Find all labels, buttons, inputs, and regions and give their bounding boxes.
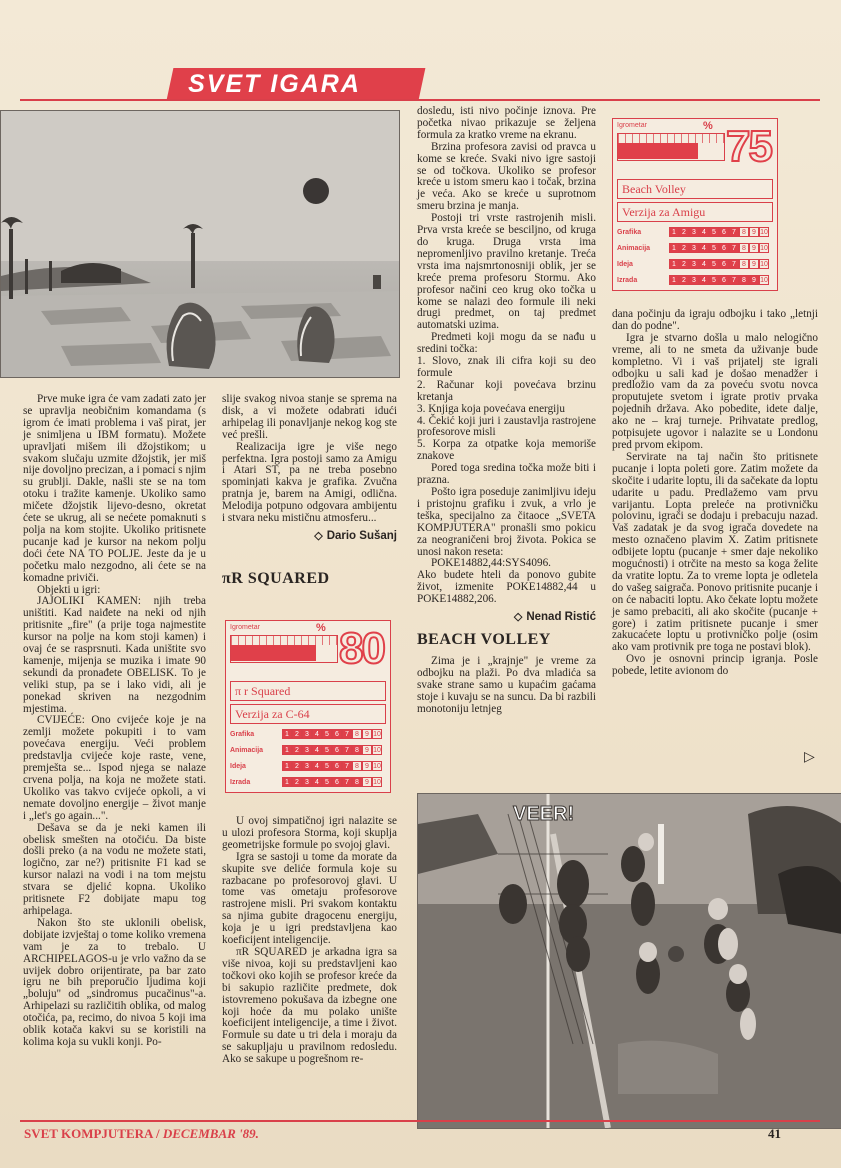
rating-cell: 10 — [373, 779, 381, 786]
rating-cell: 2 — [292, 729, 302, 739]
article-heading-beach-volley: BEACH VOLLEY — [417, 630, 551, 648]
rating-cell: 3 — [689, 243, 699, 253]
diamond-icon: ◇ — [314, 529, 323, 542]
paragraph: Prve muke igra će vam zadati zato jer se upravlja neobičnim komandama (s igrom će imati problema i vaš pirat, jer je snimljena u IBM formatu). Možete upravljati mišem ili džojstikom; u svakom slučaju uzmite džojstik, jer miš nije dovoljno precizan, a i pomaci s njim su grublji. Dakle, našli ste se na tom otoku i tražite kamenje. Ukoliko samo mičete džojstik lijevo-desno, okretat ćete se ukrug, ali se nećete pomaknuti s polja na kom stojite. Ukoliko pritisnete pucanje kad je kursor na nekom polju doći ćete NA TO POLJE. Jeste da je u početku malo nezgodno, ali ćete se na komadne priviči. — [23, 393, 206, 584]
paragraph: Igra se sastoji u tome da morate da skupite sve deliće formula koje su razbacane po profesorovoj glavi. U tome vas ometaju profesorove rastrojene misli. Pri svakom kontaktu sa njima gubite dragocenu energiju, koja je u igri predstavljena kao koeficijent inteligencije. — [222, 850, 397, 947]
rating-cell: 5 — [709, 275, 719, 285]
page-number: 41 — [768, 1126, 781, 1141]
version-field: Verzija za C-64 — [230, 704, 386, 724]
rating-cell: 9 — [362, 729, 372, 739]
paragraph: dana počinju da igraju odbojku i tako „letnji dan do podne". — [612, 308, 818, 332]
rating-cell: 6 — [332, 777, 342, 787]
rating-row — [230, 776, 386, 788]
rating-cell: 9 — [362, 777, 372, 787]
meter-label: Igrometar — [230, 624, 260, 631]
rating-cell: 4 — [699, 259, 709, 269]
game-title-field: Beach Volley — [617, 179, 773, 199]
rating-cell: 1 — [669, 275, 679, 285]
rating-cell: 7 — [729, 227, 739, 237]
rating-row — [230, 744, 386, 756]
rating-cell: 5 — [709, 227, 719, 237]
author-byline — [417, 612, 596, 624]
rating-cell: 2 — [292, 761, 302, 771]
rating-cell: 8 — [352, 777, 362, 787]
rating-cell: 8 — [352, 745, 362, 755]
archipelagos-scene — [1, 111, 399, 377]
rating-cell: 2 — [292, 745, 302, 755]
paragraph: Ovo je osnovni princip igranja. Posle pobede, letite avionom do — [612, 653, 818, 678]
rating-cell: 9 — [749, 259, 759, 269]
rating-row — [617, 242, 773, 254]
list-item: 4. Čekić koji juri i zaustavlja rastrojene profesorove misli — [417, 414, 596, 439]
rating-cell: 1 — [669, 243, 679, 253]
rating-cell: 4 — [699, 243, 709, 253]
rating-row-label: Izrada — [617, 276, 638, 284]
paragraph: Ako budete hteli da ponovo gubite život, izmenite POKE14882,44 u POKE14882,206. — [417, 569, 596, 606]
paragraph: Postoji tri vrste rastrojenih misli. Prva vrsta kreće se besciljno, od kruga do kruga. Druga vrsta ima nepromenljivo pravilno kretanje. Treća vrsta ima najsmrtonosniji oblik, jer se kreće prema profesoru Stormu. Ako profesor načini ceo krug oko točka u kome se nalazi deo formule ili neki drugi predmet, on taj predmet automatski uzima. — [417, 212, 596, 332]
rating-cell: 2 — [679, 227, 689, 237]
rating-rows — [617, 226, 773, 286]
rating-cell: 1 — [282, 745, 292, 755]
rating-cell: 7 — [342, 729, 352, 739]
rating-cell: 1 — [282, 761, 292, 771]
score-meter-fill — [231, 645, 316, 661]
rating-cell: 7 — [342, 745, 352, 755]
beach-volley-scene — [418, 794, 841, 1128]
rating-cell: 10 — [760, 277, 768, 284]
paragraph: Brzina profesora zavisi od pravca u kome se kreće. Svaki nivo igre sastoji se od točkova. Ukoliko se profesor kreće u istom smeru kao i točak, brzina je veća. Ako se kreće u suprotnom smeru brzina je manja. — [417, 140, 596, 213]
rating-cell: 10 — [373, 763, 381, 770]
rating-cell: 10 — [373, 731, 381, 738]
paragraph: Pošto igra poseduje zanimljivu ideju i pristojnu grafiku i zvuk, a vrlo je teška, specijalno za čitaoce „SVETA KOMPJUTERA" pronašli smo pokicu za neograničeni broj života. Pokica se unosi nakon reseta: — [417, 486, 596, 558]
paragraph: Realizacija igre je više nego perfektna. Igra postoji samo za Amigu i Atari ST, pa ne treba posebno spominjati kakva je grafika. Zvučna pratnja je, barem na Amigi, odlična. Melodija potpuno odgovara ambijentu i stvara neku mističnu atmosferu... — [222, 440, 397, 525]
rating-cell: 9 — [749, 243, 759, 253]
list-item: 3. Knjiga koja povećava energiju — [417, 402, 565, 415]
rating-cell: 9 — [362, 745, 372, 755]
score-meter — [617, 133, 725, 161]
rating-cell: 5 — [322, 729, 332, 739]
rating-cell: 5 — [322, 777, 332, 787]
meter-label: Igrometar — [617, 122, 647, 129]
rating-cell: 3 — [302, 761, 312, 771]
game-title-field: π r Squared — [230, 681, 386, 701]
diamond-icon: ◇ — [513, 611, 523, 624]
section-title: SVET IGARA — [188, 70, 361, 98]
article-heading-pr-squared: πR SQUARED — [222, 570, 330, 587]
column-1 — [23, 394, 206, 1049]
rating-cell: 3 — [689, 275, 699, 285]
rating-cell: 6 — [719, 275, 729, 285]
rating-cell: 7 — [342, 761, 352, 771]
rating-cell: 7 — [729, 259, 739, 269]
rating-cell: 7 — [729, 243, 739, 253]
rating-cell: 5 — [709, 259, 719, 269]
list-item: 2. Računar koji povećava brzinu kretanja — [417, 378, 596, 403]
rating-cell: 1 — [282, 777, 292, 787]
rating-cell: 8 — [739, 243, 749, 253]
column-2-bottom — [222, 816, 397, 1066]
rating-cell: 2 — [679, 275, 689, 285]
archipelagos-screenshot — [0, 110, 400, 378]
paragraph: Zima je i „krajnje" je vreme za odbojku na plaži. Po dva mladića sa svake strane samo u kupaćim gaćama stoje i kuvaju se na suncu. Da bi razbili monotoniju letnjeg — [417, 654, 596, 715]
column-3 — [417, 106, 596, 715]
rating-cell: 9 — [362, 761, 372, 771]
section-banner — [167, 68, 426, 100]
rating-cell: 5 — [322, 761, 332, 771]
rating-row-label: Grafika — [230, 730, 255, 738]
rating-cell: 7 — [729, 275, 739, 285]
rating-row — [617, 274, 773, 286]
rating-cell: 3 — [689, 227, 699, 237]
rating-cell: 6 — [719, 243, 729, 253]
rating-cell: 3 — [689, 259, 699, 269]
rating-cell: 7 — [342, 777, 352, 787]
paragraph: slije svakog nivoa stanje se sprema na disk, a vi možete odabrati idući arhipelag ili ponavljanje nekog kog ste već prešli. — [222, 393, 397, 441]
rating-cell: 4 — [312, 777, 322, 787]
author-name: Dario Sušanj — [326, 529, 397, 542]
rating-row-label: Animacija — [230, 746, 264, 754]
rating-cell: 9 — [749, 275, 759, 285]
rating-cell: 5 — [709, 243, 719, 253]
rating-cell: 8 — [739, 259, 749, 269]
paragraph: Predmeti koji mogu da se nađu u sredini točka: — [417, 331, 596, 356]
paragraph: U ovoj simpatičnoj igri nalazite se u ulozi profesora Storma, koji skuplja geometrijske formule po svojoj glavi. — [222, 815, 397, 851]
rating-row — [230, 728, 386, 740]
rating-cell: 4 — [699, 227, 709, 237]
rating-row-label: Ideja — [230, 762, 246, 770]
rating-row — [617, 226, 773, 238]
paragraph: JAJOLIKI KAMEN: njih treba uništiti. Kad naiđete na neki od njih pritisnite „fire" (a prije toga najmestite kursor na polje na kom stoji kamen) i ovaj će se rasprsnuti. Kada uništite svo kamenje, mijenja se muzika i imate 90 sekundi da pronađete OBELISK. To je veliki stup, pa se i lako vidi, ali je ponekad skriven na nezgodnim mjestima. — [23, 595, 206, 715]
rating-cell: 6 — [719, 227, 729, 237]
list-item: 1. Slovo, znak ili cifra koji su deo formule — [417, 355, 596, 379]
percent-sign: % — [316, 622, 326, 634]
rating-cell: 4 — [312, 745, 322, 755]
speech-bubble-text: VEER! — [513, 803, 575, 825]
rating-cell: 1 — [669, 227, 679, 237]
rating-cell: 2 — [292, 777, 302, 787]
rating-row-label: Animacija — [617, 244, 651, 252]
rating-cell: 2 — [679, 259, 689, 269]
rating-cell: 10 — [760, 261, 768, 268]
score-value: 75 — [726, 122, 771, 171]
paragraph: Pored toga sredina točka može biti i prazna. — [417, 462, 596, 487]
rating-rows — [230, 728, 386, 788]
column-2-top — [222, 394, 397, 543]
rating-cell: 9 — [749, 227, 759, 237]
column-4 — [612, 309, 818, 678]
paragraph: CVIJEĆE: Ono cvijeće koje je na zemlji možete pokupiti i to vam povećava energiju. Veći problem predstavlja cvijeće koje raste, vene, premješta se... Ispod njega se nalaze crvena polja, na koja ne možete stati. Ukoliko vas takvo cvijeće opkoli, a vi nemate dovoljno energije – život manje i „let's go again...". — [23, 714, 206, 822]
rating-cell: 10 — [373, 747, 381, 754]
rating-cell: 3 — [302, 745, 312, 755]
rating-cell: 1 — [282, 729, 292, 739]
rating-cell: 6 — [332, 745, 342, 755]
paragraph: πR SQUARED je arkadna igra sa više nivoa, koji su predstavljeni kao točkovi oko kojih se profesor kreće da bi sakupio različite predmete, dok istovremeno pokušava da izbegne one koji hoće da mu polako unište koeficijent inteligencije, a time i život. Formule su date u tri dela i moraju da se sakupljaju u pravilnom redosledu. Ako se sakupe u pogrešnom re- — [222, 945, 397, 1066]
rating-cell: 4 — [312, 729, 322, 739]
rating-cell: 8 — [739, 275, 749, 285]
rating-box-pr-squared — [225, 620, 391, 793]
paragraph: dosledu, isti nivo počinje iznova. Pre početka nivao prikazuje se željena formula za kratko vreme na ekranu. — [417, 105, 596, 141]
rating-cell: 10 — [760, 245, 768, 252]
rating-cell: 8 — [352, 729, 362, 739]
rating-box-beach-volley — [612, 118, 778, 291]
version-field: Verzija za Amigu — [617, 202, 773, 222]
rating-row — [617, 258, 773, 270]
paragraph: Servirate na taj način što pritisnete pucanje i lopta poleti gore. Zatim možete da skočite i udarite loptu, ili da sačekate da loptu udarite u padu. Predlažemo vam prvu varijantu. Lopta preleće na protivničku polovinu, igrači se dodaju i prebacuju nazad. Vaš zadatak je da svog igrača dovedete na mesto označeno plavim X. Zatim pritisnete odbijete loptu (pucanje + smer daje nekoliko mogućnosti) i otrčite na mesto sa koga želite da vratite loptu. Za to vreme lopta je odletela do vašeg saigrača. Ponovo pritisnite pucanje i on će nabaciti loptu. Ako čekate loptu možete je samo prebaciti, ali ako skočite (pucanje + gore) i zatim pritisnete pucanje i smer zakucaćete loptu u protivničko polje (osim ako vam protivnik pre toga ne postavi blok). — [612, 450, 818, 654]
rating-cell: 4 — [699, 275, 709, 285]
score-meter — [230, 635, 338, 663]
rating-cell: 6 — [719, 259, 729, 269]
footer-magazine: SVET KOMPJUTERA / DECEMBAR '89. — [24, 1126, 259, 1141]
continue-arrow-icon: ▷ — [804, 750, 815, 765]
author-byline — [222, 531, 397, 543]
issue-date: DECEMBAR '89. — [162, 1126, 259, 1141]
rating-cell: 6 — [332, 729, 342, 739]
rating-cell: 3 — [302, 777, 312, 787]
score-meter-fill — [618, 143, 698, 159]
header-rule — [20, 99, 820, 101]
paragraph: Igra je stvarno došla u malo nelogično vreme, ali to ne smeta da uživanje bude kompletno. Vi i vaš prijatelj ste igrali odbojku u sali kad je došao menadžer i predložio vam da za poveću svotu novca proputujete svetom i igrate protiv prvaka pojednih država. Ako pobedite, idete dalje, ako ne – kraj turneje. Prihvatate predlog, potpisujete ugovor i nalazite se u Londonu pred prvom ekipom. — [612, 331, 818, 451]
score-value: 80 — [339, 624, 384, 673]
rating-row — [230, 760, 386, 772]
percent-sign: % — [703, 120, 713, 132]
list-item: 5. Korpa za otpatke koja memoriše znakove — [417, 438, 596, 463]
paragraph: POKE14882,44:SYS4096. — [431, 557, 551, 570]
rating-cell: 8 — [739, 227, 749, 237]
rating-row-label: Ideja — [617, 260, 633, 268]
rating-cell: 10 — [760, 229, 768, 236]
rating-row-label: Izrada — [230, 778, 251, 786]
paragraph: Nakon što ste uklonili obelisk, dobijate izvještaj o tome koliko vremena vam je za to trebalo. U ARCHIPELAGOS-u je vrlo važno da se uvijek dobro orijentirate, pa bar zato igru ne bih preporučio ljudima koji „boluju" od „sindromus pucačinus"-a. Arhipelazi su različitih oblika, od malog otočića, pa, recimo, do nivoa 5 koji ima oblik kotača kakvi su se koristili na kolima koja su vukli konji. Po- — [23, 916, 206, 1048]
rating-cell: 8 — [352, 761, 362, 771]
rating-cell: 5 — [322, 745, 332, 755]
rating-cell: 2 — [679, 243, 689, 253]
author-name: Nenad Ristić — [526, 611, 596, 624]
paragraph: Objekti u igri: — [37, 583, 101, 596]
magazine-name: SVET KOMPJUTERA — [24, 1126, 153, 1141]
rating-cell: 3 — [302, 729, 312, 739]
paragraph: Dešava se da je neki kamen ili obelisk smešten na otočiću. Da biste došli preko (a na vodu ne možete stati, logično, zar ne?) pritisnite F1 kad se kursor nalazi na vodi i na tom mejstu stvara se djelić kopna. Ukoliko pritisnete F2 dobijate mapu tog arhipelaga. — [23, 821, 206, 917]
rating-cell: 1 — [669, 259, 679, 269]
footer-rule — [20, 1120, 820, 1122]
rating-cell: 4 — [312, 761, 322, 771]
rating-row-label: Grafika — [617, 228, 642, 236]
beach-volley-screenshot — [417, 793, 841, 1129]
rating-cell: 6 — [332, 761, 342, 771]
